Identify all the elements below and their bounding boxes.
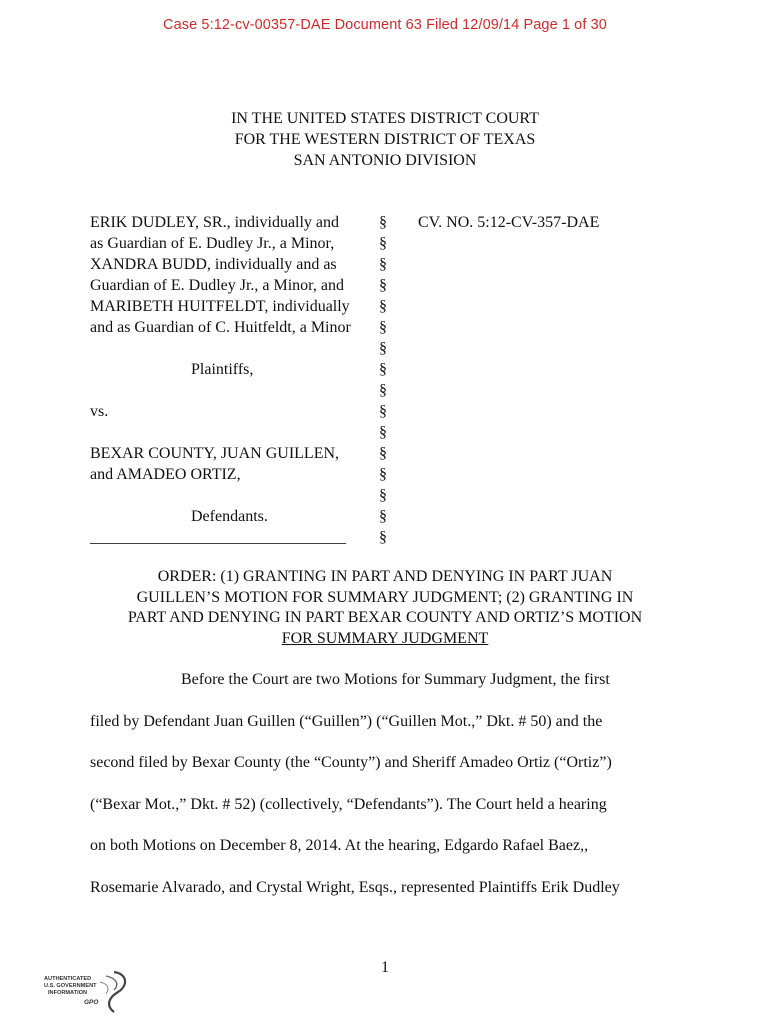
court-heading-line: IN THE UNITED STATES DISTRICT COURT (231, 110, 539, 127)
section-symbol: § (379, 466, 387, 483)
section-symbol: § (379, 319, 387, 336)
order-title-underlined: FOR SUMMARY JUDGMENT (281, 629, 489, 647)
page-number: 1 (381, 959, 389, 976)
gpo-authentication-seal-icon (44, 968, 134, 1018)
section-symbol: § (379, 529, 387, 546)
body-line: Before the Court are two Motions for Summary Judgment, the first (181, 671, 610, 688)
case-number: CV. NO. 5:12-CV-357-DAE (418, 214, 600, 231)
body-line: Rosemarie Alvarado, and Crystal Wright, Esqs., represented Plaintiffs Erik Dudley (90, 878, 620, 896)
party-text: and as Guardian of C. Huitfeldt, a Minor (90, 319, 351, 336)
seal-text-gpo: GPO (84, 999, 99, 1006)
body-line: on both Motions on December 8, 2014. At the hearing, Edgardo Rafael Baez,, (90, 837, 589, 854)
party-text: BEXAR COUNTY, JUAN GUILLEN, (90, 445, 340, 462)
section-symbol: § (379, 235, 387, 252)
court-heading-line: FOR THE WESTERN DISTRICT OF TEXAS (234, 131, 536, 148)
eagle-mark-shape (100, 982, 108, 994)
caption-rule: ________________________________ (90, 529, 346, 546)
section-symbol: § (379, 403, 387, 420)
seal-text-line: U.S. GOVERNMENT (44, 983, 97, 989)
court-heading-line: SAN ANTONIO DIVISION (293, 152, 477, 169)
order-title-line: GUILLEN’S MOTION FOR SUMMARY JUDGMENT; (2) GRANTING IN (136, 588, 634, 606)
section-symbol: § (379, 382, 387, 399)
section-symbol: § (379, 508, 387, 525)
party-text: XANDRA BUDD, individually and as (90, 256, 337, 273)
party-text: MARIBETH HUITFELDT, individually (90, 298, 350, 315)
party-text: as Guardian of E. Dudley Jr., a Minor, (90, 235, 335, 252)
versus-label: vs. (90, 403, 109, 420)
section-symbol: § (379, 214, 387, 231)
section-symbol: § (379, 361, 387, 378)
plaintiffs-label: Plaintiffs, (191, 361, 254, 378)
section-symbol: § (379, 298, 387, 315)
court-heading (0, 108, 770, 171)
party-text: ERIK DUDLEY, SR., individually and (90, 214, 340, 231)
party-text: Guardian of E. Dudley Jr., a Minor, and (90, 277, 344, 294)
body-line: (“Bexar Mot.,” Dkt. # 52) (collectively, “Defendants”). The Court held a hearing (90, 795, 607, 813)
section-symbol: § (379, 445, 387, 462)
section-symbol: § (379, 487, 387, 504)
section-symbol: § (379, 256, 387, 273)
body-line: second filed by Bexar County (the “County”) and Sheriff Amadeo Ortiz (“Ortiz”) (90, 754, 612, 771)
body-line: filed by Defendant Juan Guillen (“Guillen”) (“Guillen Mot.,” Dkt. # 50) and the (90, 712, 603, 730)
body-paragraph (90, 669, 690, 918)
seal-text-line: INFORMATION (48, 990, 88, 996)
order-title-line (0, 629, 770, 650)
order-title (0, 567, 770, 649)
seal-text-line: AUTHENTICATED (44, 976, 92, 982)
section-symbol: § (379, 340, 387, 357)
section-symbol: § (379, 277, 387, 294)
section-symbol: § (379, 424, 387, 441)
party-text: and AMADEO ORTIZ, (90, 466, 241, 483)
defendants-label: Defendants. (191, 508, 268, 525)
document-filing-stamp: Case 5:12-cv-00357-DAE Document 63 Filed 12/09/14 Page 1 of 30 (163, 17, 607, 33)
order-title-line: ORDER: (1) GRANTING IN PART AND DENYING IN PART JUAN (157, 568, 613, 585)
order-title-line: PART AND DENYING IN PART BEXAR COUNTY AND ORTIZ’S MOTION (127, 609, 643, 626)
